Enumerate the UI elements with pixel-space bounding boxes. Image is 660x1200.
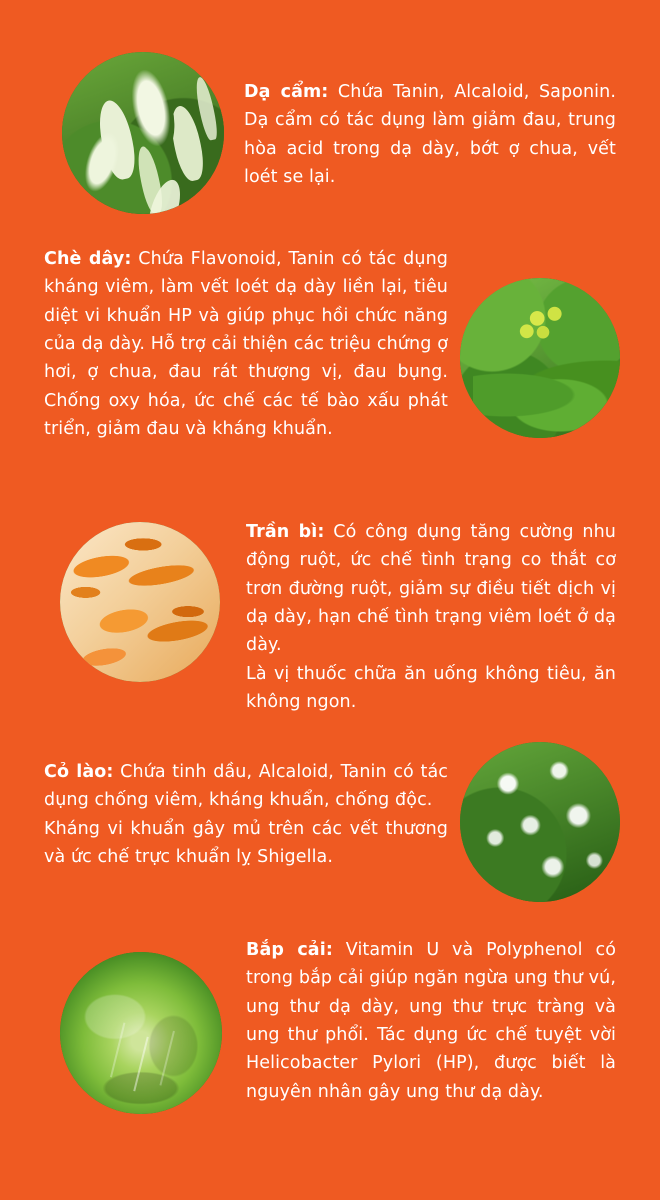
tran-bi-body: Có công dụng tăng cường nhu động ruột, ức chế tình trạng co thắt cơ trơn đường ruột, giảm sự điều tiết dịch vị dạ dày, hạn chế tình trạng viêm loét ở dạ dày.	[246, 522, 616, 656]
co-lao-body: Chứa tinh dầu, Alcaloid, Tanin có tác dụng chống viêm, kháng khuẩn, chống độc.	[44, 762, 448, 811]
bap-cai-illustration	[60, 952, 222, 1114]
che-day-body: Chứa Flavonoid, Tanin có tác dụng kháng viêm, làm vết loét dạ dày liền lại, tiêu diệt vi khuẩn HP và giúp phục hồi chức năng của dạ dày. Hỗ trợ cải thiện các triệu chứng ợ hơi, ợ chua, đau rát thượng vị, đau bụng. Chống oxy hóa, ức chế các tế bào xấu phát triển, giảm đau và kháng khuẩn.	[44, 249, 448, 440]
co-lao-illustration	[460, 742, 620, 902]
tran-bi-image	[60, 522, 220, 682]
da-cam-lead: Dạ cẩm:	[244, 82, 329, 102]
tran-bi-lead: Trần bì:	[246, 522, 325, 542]
tran-bi-illustration	[60, 522, 220, 682]
co-lao-text-block	[44, 758, 448, 871]
tran-bi-text-block	[246, 518, 616, 716]
che-day-image	[460, 278, 620, 438]
da-cam-illustration	[62, 52, 224, 214]
bap-cai-lead: Bắp cải:	[246, 940, 333, 960]
che-day-text-block	[44, 245, 448, 443]
da-cam-image	[62, 52, 224, 214]
bap-cai-body: Vitamin U và Polyphenol có trong bắp cải giúp ngăn ngừa ung thư vú, ung thư dạ dày, ung thư trực tràng và ung thư phổi. Tác dụng ức chế tuyệt vời Helicobacter Pylori (HP), được biết là nguyên nhân gây ung thư dạ dày.	[246, 940, 617, 1102]
che-day-lead: Chè dây:	[44, 249, 132, 269]
da-cam-text-block	[244, 78, 616, 191]
co-lao-lead: Cỏ lào:	[44, 762, 114, 782]
tran-bi-body-2: Là vị thuốc chữa ăn uống không tiêu, ăn không ngon.	[246, 663, 616, 713]
bap-cai-text-block	[246, 936, 616, 1106]
da-cam-body: Chứa Tanin, Alcaloid, Saponin. Dạ cẩm có tác dụng làm giảm đau, trung hòa acid trong dạ dày, bớt ợ chua, vết loét se lại.	[244, 82, 616, 188]
co-lao-image	[460, 742, 620, 902]
che-day-illustration	[460, 278, 620, 438]
co-lao-body-2: Kháng vi khuẩn gây mủ trên các vết thương và ức chế trực khuẩn lỵ Shigella.	[44, 818, 448, 868]
bap-cai-image	[60, 952, 222, 1114]
